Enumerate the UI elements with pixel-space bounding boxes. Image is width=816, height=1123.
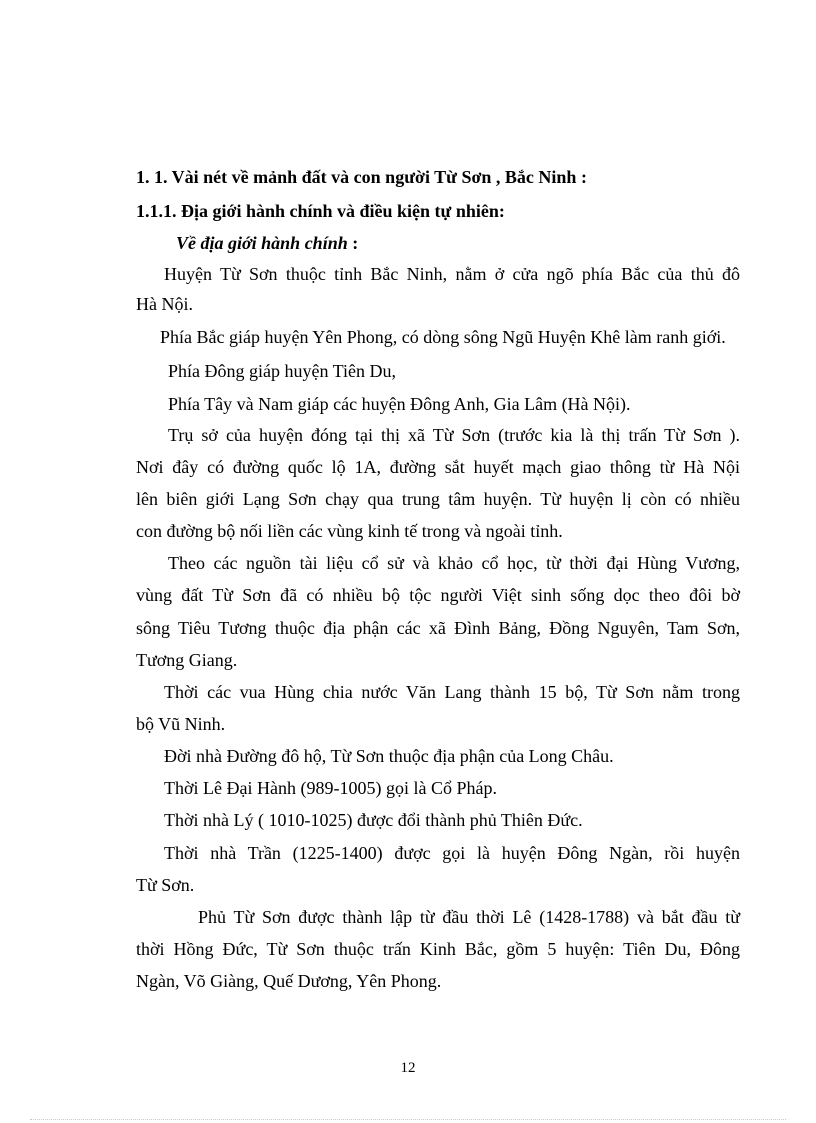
page-number: 12 <box>400 1060 416 1076</box>
page-bottom-divider <box>30 1119 786 1120</box>
paragraph-line: Phủ Từ Sơn được thành lập từ đầu thời Lê (1428-1788) và bắt đầu từ <box>198 907 740 927</box>
paragraph-line: Tương Giang. <box>136 650 238 670</box>
section-heading: 1. 1. Vài nét về mảnh đất và con người Từ Sơn , Bắc Ninh : <box>136 167 587 187</box>
topic-heading-suffix: : <box>347 233 359 253</box>
paragraph-line: sông Tiêu Tương thuộc địa phận các xã Đình Bảng, Đồng Nguyên, Tam Sơn, <box>136 618 740 638</box>
paragraph-line: thời Hồng Đức, Từ Sơn thuộc trấn Kinh Bắc, gồm 5 huyện: Tiên Du, Đông <box>136 939 740 959</box>
paragraph-line: Phía Đông giáp huyện Tiên Du, <box>168 361 397 381</box>
paragraph-line: vùng đất Từ Sơn đã có nhiều bộ tộc người Việt sinh sống dọc theo đôi bờ <box>136 585 740 605</box>
paragraph-line: Thời các vua Hùng chia nước Văn Lang thành 15 bộ, Từ Sơn nằm trong <box>164 682 740 702</box>
paragraph-line: Huyện Từ Sơn thuộc tỉnh Bắc Ninh, nằm ở cửa ngõ phía Bắc của thủ đô <box>164 264 740 284</box>
paragraph-line: Thời nhà Lý ( 1010-1025) được đổi thành phủ Thiên Đức. <box>164 810 583 830</box>
paragraph-line: lên biên giới Lạng Sơn chạy qua trung tâm huyện. Từ huyện lị còn có nhiều <box>136 489 740 509</box>
subsection-heading: 1.1.1. Địa giới hành chính và điều kiện tự nhiên: <box>136 201 505 221</box>
paragraph-line: Thời nhà Trần (1225-1400) được gọi là huyện Đông Ngàn, rồi huyện <box>164 843 740 863</box>
paragraph-line: Thời Lê Đại Hành (989-1005) gọi là Cổ Pháp. <box>164 778 497 798</box>
paragraph-line: Ngàn, Võ Giàng, Quế Dương, Yên Phong. <box>136 971 442 991</box>
paragraph-line: Nơi đây có đường quốc lộ 1A, đường sắt huyết mạch giao thông từ Hà Nội <box>136 457 740 477</box>
paragraph-line: Phía Tây và Nam giáp các huyện Đông Anh, Gia Lâm (Hà Nội). <box>168 394 631 414</box>
paragraph-line: bộ Vũ Ninh. <box>136 714 226 734</box>
paragraph-line: con đường bộ nối liền các vùng kinh tế trong và ngoài tỉnh. <box>136 521 563 541</box>
paragraph-line: Từ Sơn. <box>136 875 195 895</box>
topic-heading-text: Về địa giới hành chính <box>176 233 348 253</box>
paragraph-line: Theo các nguồn tài liệu cổ sử và khảo cổ học, từ thời đại Hùng Vương, <box>168 553 740 573</box>
paragraph-line: Đời nhà Đường đô hộ, Từ Sơn thuộc địa phận của Long Châu. <box>164 746 614 766</box>
topic-heading <box>176 232 358 254</box>
paragraph-line: Trụ sở của huyện đóng tại thị xã Từ Sơn (trước kia là thị trấn Từ Sơn ). <box>168 425 740 445</box>
paragraph-line: Hà Nội. <box>136 294 193 314</box>
paragraph-line: Phía Bắc giáp huyện Yên Phong, có dòng sông Ngũ Huyện Khê làm ranh giới. <box>160 327 726 347</box>
